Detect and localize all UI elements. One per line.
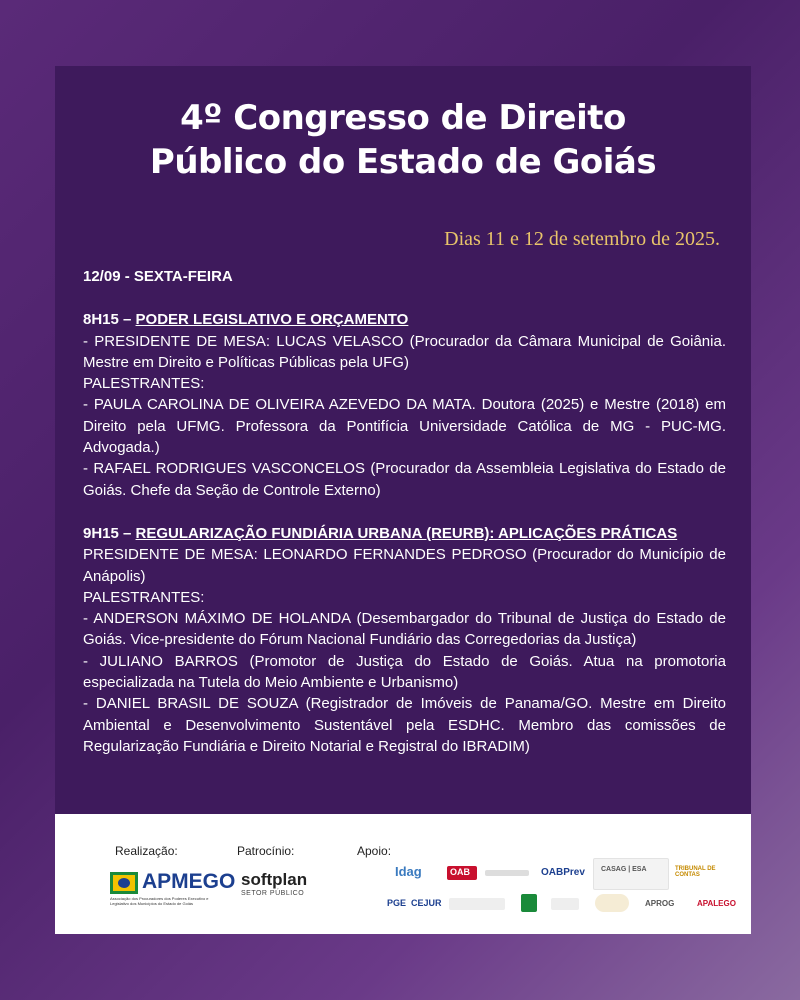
day-heading: 12/09 - SEXTA-FEIRA [83,268,233,285]
session-2-line: PALESTRANTES: [83,588,205,606]
apmego-logo-subtext: Associação dos Procuradores dos Poderes Executivo e Legislativo dos Municípios do Estado de Goiás [110,896,209,906]
session-1-time: 8H15 – [83,311,132,329]
session-1-heading [83,309,726,330]
apmego-logo-text: APMEGO [142,870,236,893]
session-2-line: - DANIEL BRASIL DE SOUZA (Registrador de Imóveis de Panama/GO. Mestre em Direito Ambiental e Desenvolvimento Sustentável pela ESDHC. Membro das comissões de Regularização Fundiária e Direito Notarial e Registral do IBRADIM) [83,695,726,755]
title-line-1: 4º Congresso de Direito [180,98,626,138]
casag-esa-logo: CASAG | ESA [601,866,647,873]
session-2-line: - ANDERSON MÁXIMO DE HOLANDA (Desembargador do Tribunal de Justiça do Estado de Goiás. Vice-presidente do Fórum Nacional Fundiário das Corregedorias da Justiça) [83,610,726,649]
patrocinio-label: Patrocínio: [237,844,295,858]
oabprev-logo: OABPrev [541,867,585,878]
event-title [55,96,751,184]
session-1-line: - PAULA CAROLINA DE OLIVEIRA AZEVEDO DA MATA. Doutora (2025) e Mestre (2018) em Direito pela UFMG. Professora da Pontifícia Universidade Católica de MG - PUC-MG. Advogada.) [83,396,726,457]
program-content [83,266,726,757]
idag-logo: Idag [395,864,422,879]
softplan-logo-text: softplan [241,870,308,889]
apalego-logo: APALEGO [697,899,736,908]
apmego-logo [110,870,236,906]
softplan-logo [241,870,307,897]
realizacao-label: Realização: [115,844,178,858]
oab-logo: OAB [450,867,470,877]
tribunal-contas-logo: TRIBUNAL DE CONTAS [675,866,716,878]
title-line-2: Público do Estado de Goiás [149,142,657,182]
pge-logo: PGE [387,898,407,908]
flag-icon [110,872,138,894]
aprog-logo: APROG [645,899,675,908]
session-1-line: - PRESIDENTE DE MESA: LUCAS VELASCO (Procurador da Câmara Municipal de Goiânia. Mestre em Direito e Políticas Públicas pela UFG) [83,332,726,371]
session-2-time: 9H15 – [83,524,132,542]
session-1-line: - RAFAEL RODRIGUES VASCONCELOS (Procurador da Assembleia Legislativa do Estado de Goiás. Chefe da Seção de Controle Externo) [83,460,726,499]
event-dates: Dias 11 e 12 de setembro de 2025. [444,228,720,250]
softplan-logo-subtext: SETOR PÚBLICO [241,890,305,897]
session-1-theme: PODER LEGISLATIVO E ORÇAMENTO [135,311,409,329]
sponsors-footer [55,814,751,934]
session-2-heading [83,523,726,544]
session-2-theme: REGULARIZAÇÃO FUNDIÁRIA URBANA (REURB): APLICAÇÕES PRÁTICAS [135,524,678,542]
cejur-logo: CEJUR [411,898,442,908]
session-2-line: PRESIDENTE DE MESA: LEONARDO FERNANDES PEDROSO (Procurador do Município de Anápolis) [83,546,726,585]
apoio-label: Apoio: [357,844,392,858]
session-2-line: - JULIANO BARROS (Promotor de Justiça do Estado de Goiás. Atua na promotoria especializada na Tutela do Meio Ambiente e Urbanismo) [83,652,726,692]
session-1-line: PALESTRANTES: [83,375,205,393]
